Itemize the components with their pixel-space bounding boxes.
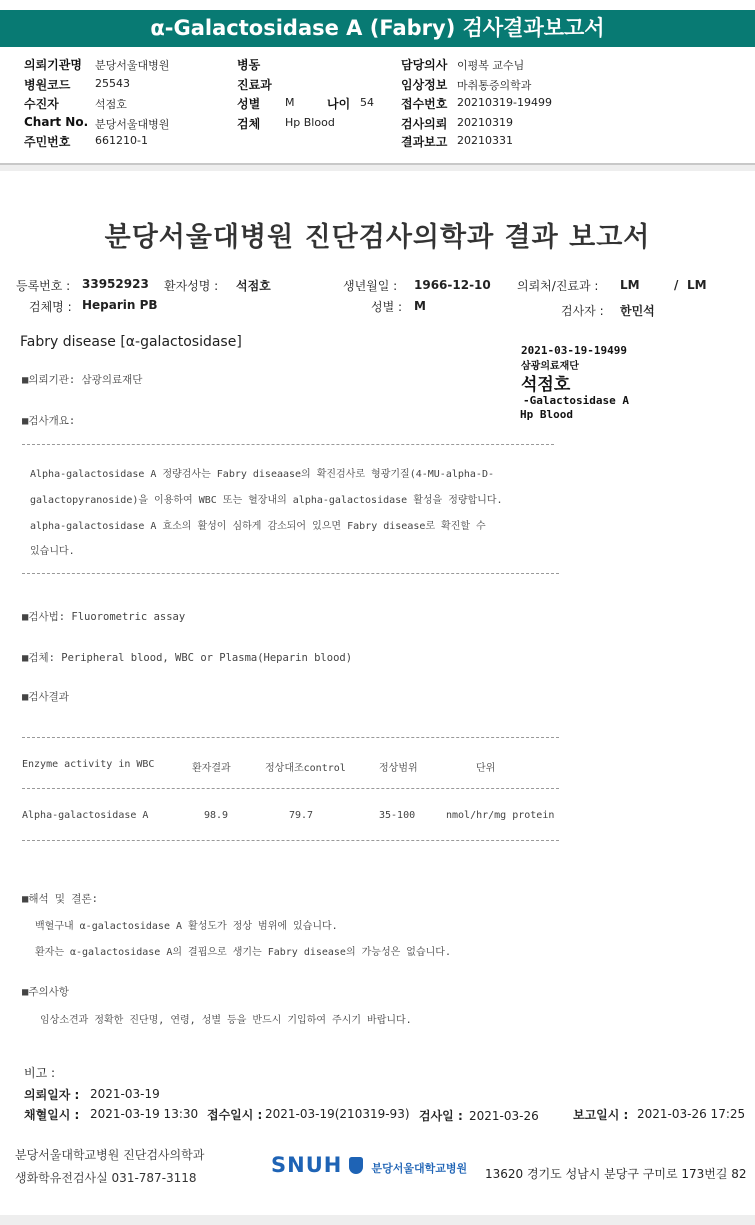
overview-line-3: alpha-galactosidase A 효소의 활성이 심하게 감소되어 있으면 Fabry disease로 확진할 수 bbox=[30, 521, 486, 532]
divider bbox=[22, 444, 554, 445]
hospital-emblem-icon bbox=[349, 1157, 363, 1174]
value-dob: 1966-12-10 bbox=[414, 278, 491, 292]
value-patient: 석점호 bbox=[95, 98, 127, 111]
value-requesting-institution: 분당서울대병원 bbox=[95, 59, 170, 72]
referral-separator: / bbox=[674, 278, 679, 292]
value-specimen: Hp Blood bbox=[285, 116, 335, 129]
table-cell-patient-result: 98.9 bbox=[204, 810, 229, 821]
label-request-date-report: 의뢰일자 : bbox=[24, 1088, 80, 1102]
value-report-sex: M bbox=[414, 299, 426, 313]
label-report-time: 보고일시 : bbox=[573, 1108, 629, 1122]
label-resident-no: 주민번호 bbox=[24, 135, 71, 149]
table-cell-unit: nmol/hr/mg protein bbox=[446, 810, 555, 821]
label-physician: 담당의사 bbox=[401, 58, 448, 72]
stamp-specimen: Hp Blood bbox=[520, 408, 573, 421]
label-sex: 성별 bbox=[237, 97, 261, 111]
value-clinical-info: 마취통증의학과 bbox=[457, 79, 532, 92]
test-name: Fabry disease [α-galactosidase] bbox=[20, 334, 242, 350]
section-results: ■검사결과 bbox=[22, 691, 69, 703]
overview-line-4: 있습니다. bbox=[30, 546, 75, 557]
value-chart-no: 분당서울대병원 bbox=[95, 118, 170, 131]
section-overview: ■검사개요: bbox=[22, 415, 76, 427]
value-report-date: 20210331 bbox=[457, 134, 513, 147]
table-cell-normal-control: 79.7 bbox=[289, 810, 314, 821]
table-top-rule bbox=[22, 737, 559, 738]
label-report-sex: 성별 : bbox=[371, 300, 403, 314]
hospital-logo bbox=[271, 1153, 467, 1177]
section-caution: ■주의사항 bbox=[22, 986, 69, 998]
value-physician: 이평복 교수님 bbox=[457, 59, 525, 72]
label-request-date: 검사의뢰 bbox=[401, 117, 448, 131]
value-report-time: 2021-03-26 17:25 bbox=[637, 1107, 746, 1121]
footer-lab-phone: 생화학유전검사실 031-787-3118 bbox=[15, 1171, 197, 1185]
table-header-normal-range: 정상범위 bbox=[379, 763, 418, 774]
table-header-normal-control: 정상대조control bbox=[265, 763, 346, 774]
table-bottom-rule bbox=[22, 840, 559, 841]
label-hospital-code: 병원코드 bbox=[24, 78, 71, 92]
value-registration-no: 33952923 bbox=[82, 277, 149, 291]
value-age: 54 bbox=[360, 96, 374, 109]
table-cell-enzyme: Alpha-galactosidase A bbox=[22, 810, 149, 821]
label-specimen-name: 검체명 : bbox=[29, 300, 72, 314]
label-patient: 수진자 bbox=[24, 97, 59, 111]
label-chart-no: Chart No. bbox=[24, 115, 89, 129]
overview-line-2: galactopyranoside)을 이용하여 WBC 또는 혈장내의 alpha-galactosidase 활성을 정량합니다. bbox=[30, 495, 503, 506]
label-receipt-time: 접수일시 : bbox=[207, 1108, 263, 1122]
interpretation-line-2: 환자는 α-galactosidase A의 결핍으로 생기는 Fabry disease의 가능성은 없습니다. bbox=[35, 947, 451, 958]
value-receipt-no: 20210319-19499 bbox=[457, 96, 552, 109]
value-hospital-code: 25543 bbox=[95, 77, 130, 90]
section-specimen: ■검체: Peripheral blood, WBC or Plasma(Heparin blood) bbox=[22, 652, 353, 664]
stamp-test: -Galactosidase A bbox=[523, 394, 629, 407]
interpretation-line-1: 백혈구내 α-galactosidase A 활성도가 정상 범위에 있습니다. bbox=[35, 921, 338, 932]
section-interpretation: ■해석 및 결론: bbox=[22, 893, 99, 905]
table-header-patient-result: 환자결과 bbox=[192, 763, 231, 774]
value-referral-a: LM bbox=[620, 278, 640, 292]
value-patient-name: 석점호 bbox=[236, 279, 271, 293]
section-requesting-org: ■의뢰기관: 삼광의료재단 bbox=[22, 374, 143, 386]
overview-line-1: Alpha-galactosidase A 정량검사는 Fabry diseaase의 확진검사로 형광기질(4-MU-alpha-D- bbox=[30, 469, 494, 480]
label-age: 나이 bbox=[327, 97, 351, 111]
summary-header bbox=[0, 0, 755, 165]
document-title: 분당서울대병원 진단검사의학과 결과 보고서 bbox=[104, 222, 651, 253]
table-header-unit: 단위 bbox=[476, 763, 496, 774]
logo-korean-name: 분당서울대학교병원 bbox=[371, 1162, 468, 1175]
label-dob: 생년월일 : bbox=[343, 279, 398, 293]
value-examiner: 한민석 bbox=[620, 304, 655, 318]
label-registration-no: 등록번호 : bbox=[16, 279, 71, 293]
footer-address: 13620 경기도 성남시 분당구 구미로 173번길 82 bbox=[485, 1167, 747, 1181]
value-specimen-name: Heparin PB bbox=[82, 298, 158, 312]
specimen-stamp bbox=[509, 336, 684, 426]
value-test-date: 2021-03-26 bbox=[469, 1109, 539, 1123]
value-request-date: 20210319 bbox=[457, 116, 513, 129]
table-cell-normal-range: 35-100 bbox=[379, 810, 416, 821]
label-examiner: 검사자 : bbox=[561, 304, 604, 318]
label-collection-time: 채혈일시 : bbox=[24, 1108, 80, 1122]
label-receipt-no: 접수번호 bbox=[401, 97, 448, 111]
value-collection-time: 2021-03-19 13:30 bbox=[90, 1107, 199, 1121]
report-title: α-Galactosidase A (Fabry) 검사결과보고서 bbox=[0, 10, 755, 47]
value-referral-b: LM bbox=[687, 278, 707, 292]
table-header-rule bbox=[22, 788, 559, 789]
footer-department: 분당서울대학교병원 진단검사의학과 bbox=[15, 1148, 205, 1162]
label-test-date: 검사일 : bbox=[419, 1109, 463, 1123]
stamp-org: 삼광의료재단 bbox=[521, 361, 579, 372]
label-report-date: 결과보고 bbox=[401, 135, 448, 149]
divider bbox=[22, 573, 559, 574]
value-receipt-time: 2021-03-19(210319-93) bbox=[265, 1107, 410, 1121]
label-remarks: 비고 : bbox=[24, 1066, 56, 1080]
value-resident-no: 661210-1 bbox=[95, 134, 148, 147]
value-request-date-report: 2021-03-19 bbox=[90, 1087, 160, 1101]
label-specimen: 검체 bbox=[237, 117, 261, 131]
stamp-receipt-no: 2021-03-19-19499 bbox=[521, 344, 627, 357]
stamp-patient: 석점호 bbox=[521, 375, 571, 395]
label-patient-name: 환자성명 : bbox=[164, 279, 219, 293]
logo-wordmark: SNUH bbox=[271, 1153, 343, 1177]
value-sex: M bbox=[285, 96, 295, 109]
label-requesting-institution: 의뢰기관명 bbox=[24, 58, 82, 72]
label-referral: 의뢰처/진료과 : bbox=[517, 279, 599, 293]
caution-line: 임상소견과 정확한 진단명, 연령, 성별 등을 반드시 기입하여 주시기 바랍니다. bbox=[40, 1015, 412, 1026]
scanned-report bbox=[0, 171, 755, 1215]
label-department: 진료과 bbox=[237, 78, 272, 92]
label-ward: 병동 bbox=[237, 58, 261, 72]
table-header-enzyme: Enzyme activity in WBC bbox=[22, 759, 155, 770]
section-method: ■검사법: Fluorometric assay bbox=[22, 611, 186, 623]
label-clinical-info: 임상정보 bbox=[401, 78, 448, 92]
